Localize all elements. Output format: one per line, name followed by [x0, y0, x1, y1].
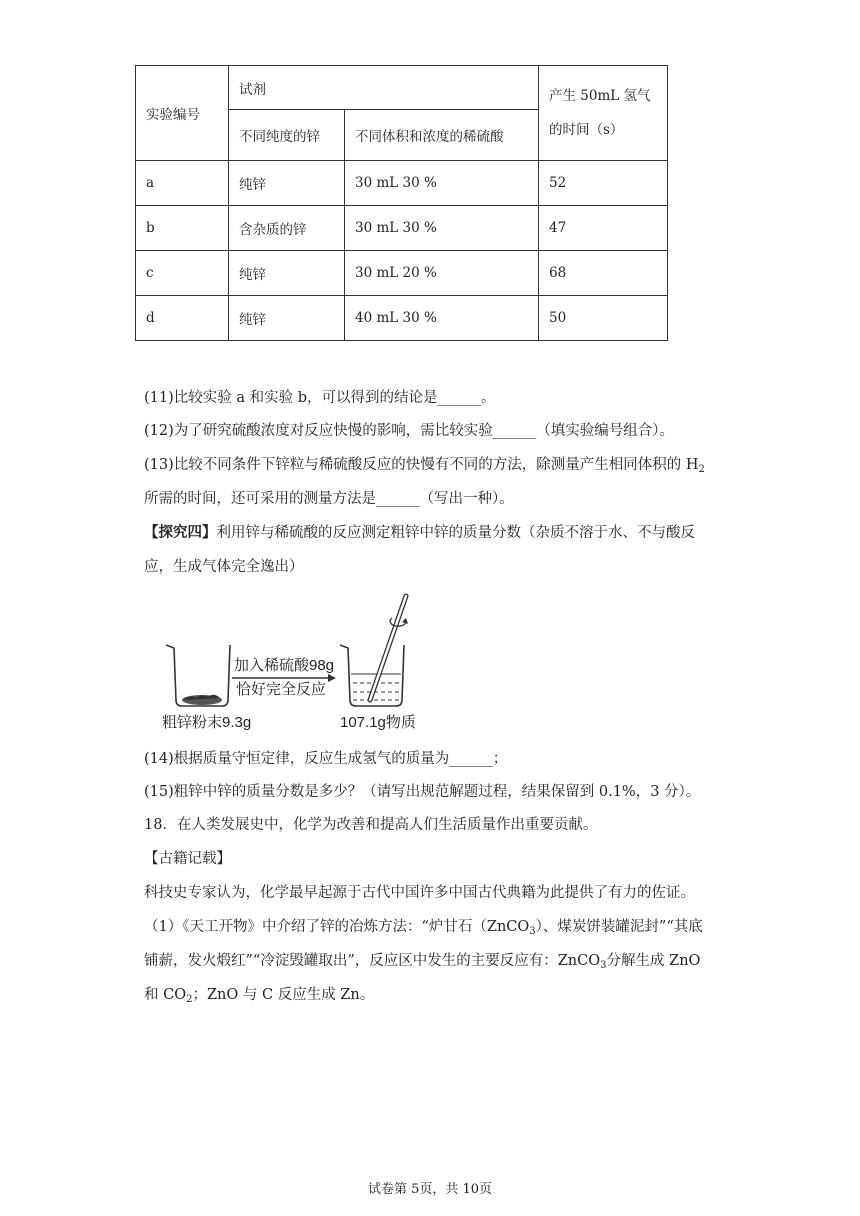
cell-zinc: 含杂质的锌	[229, 206, 345, 251]
right-beaker-label: 107.1g物质	[340, 714, 416, 731]
left-beaker-label: 粗锌粉末9.3g	[162, 714, 252, 731]
table-row	[136, 296, 668, 341]
cell-time: 50	[539, 296, 668, 341]
explore-4-line2: 应，生成气体完全逸出）	[144, 559, 304, 575]
cell-acid: 40 mL 30 %	[345, 296, 539, 341]
header-exp-id: 实验编号	[136, 66, 229, 161]
cell-id: c	[136, 251, 229, 296]
experiment-table	[135, 65, 668, 341]
cell-time: 68	[539, 251, 668, 296]
left-beaker-icon	[166, 645, 230, 706]
paragraph-1: 科技史专家认为，化学最早起源于古代中国许多中国古代典籍为此提供了有力的佐证。	[144, 885, 695, 901]
cell-acid: 30 mL 20 %	[345, 251, 539, 296]
cell-zinc: 纯锌	[229, 161, 345, 206]
cell-time: 47	[539, 206, 668, 251]
question-15: (15)粗锌中锌的质量分数是多少？（请写出规范解题过程，结果保留到 0.1%，3 分）。	[144, 784, 701, 800]
header-reagent: 试剂	[229, 66, 539, 110]
explore-4-line1	[144, 523, 695, 543]
explore-4-text: 利用锌与稀硫酸的反应测定粗锌中锌的质量分数（杂质不溶于水、不与酸反	[216, 525, 695, 541]
arrow-top-label: 加入稀硫酸98g	[234, 657, 335, 674]
item-1-line1	[144, 917, 703, 942]
table-row	[136, 206, 668, 251]
cell-id: a	[136, 161, 229, 206]
cell-zinc: 纯锌	[229, 251, 345, 296]
cell-time: 52	[539, 161, 668, 206]
experiment-figure	[160, 590, 460, 740]
q13-subscript: 2	[698, 464, 705, 475]
question-13-line2: 所需的时间，还可采用的测量方法是______（写出一种）。	[144, 491, 514, 507]
question-13-line1	[144, 455, 705, 480]
item-1-text-a: （1）《天工开物》中介绍了锌的冶炼方法：“炉甘石（ZnCO	[144, 919, 530, 935]
page-footer: 试卷第 5页，共 10页	[367, 1182, 493, 1197]
table-row	[136, 251, 668, 296]
header-zinc: 不同纯度的锌	[229, 110, 345, 161]
item-1-line2-subscript: 3	[600, 960, 607, 971]
item-1-line3-a: 和 CO	[144, 987, 187, 1003]
question-14: (14)根据质量守恒定律，反应生成氢气的质量为______；	[144, 751, 508, 767]
cell-id: d	[136, 296, 229, 341]
item-1-line3-subscript: 2	[186, 994, 193, 1005]
question-18: 18．在人类发展史中，化学为改善和提高人们生活质量作出重要贡献。	[144, 817, 598, 833]
explore-4-tag: 【探究四】	[144, 524, 217, 541]
q13-text: (13)比较不同条件下锌粒与稀硫酸反应的快慢有不同的方法，除测量产生相同体积的 H	[144, 457, 699, 473]
item-1-line2-a: 铺薪，发火煅红”“冷淀毁罐取出”，反应区中发生的主要反应有：ZnCO	[144, 953, 601, 969]
item-1-line3-b: ；ZnO 与 C 反应生成 Zn。	[192, 987, 375, 1003]
ancient-records-tag: 【古籍记载】	[144, 851, 231, 867]
header-time: 产生 50mL 氢气的时间（s）	[539, 66, 668, 161]
beaker-diagram	[160, 590, 460, 740]
item-1-line2	[144, 951, 700, 976]
question-11: (11)比较实验 a 和实验 b，可以得到的结论是______。	[144, 390, 496, 406]
cell-acid: 30 mL 30 %	[345, 161, 539, 206]
cell-acid: 30 mL 30 %	[345, 206, 539, 251]
item-1-subscript: 3	[529, 926, 536, 937]
item-1-line2-b: 分解生成 ZnO	[606, 953, 701, 969]
item-1-text-b: ）、煤炭饼装罐泥封”“其底	[535, 919, 703, 935]
table-row	[136, 161, 668, 206]
cell-zinc: 纯锌	[229, 296, 345, 341]
header-acid: 不同体积和浓度的稀硫酸	[345, 110, 539, 161]
item-1-line3	[144, 985, 374, 1010]
question-12: (12)为了研究硫酸浓度对反应快慢的影响，需比较实验______（填实验编号组合）。	[144, 423, 675, 439]
arrow-bottom-label: 恰好完全反应	[236, 681, 327, 698]
cell-id: b	[136, 206, 229, 251]
